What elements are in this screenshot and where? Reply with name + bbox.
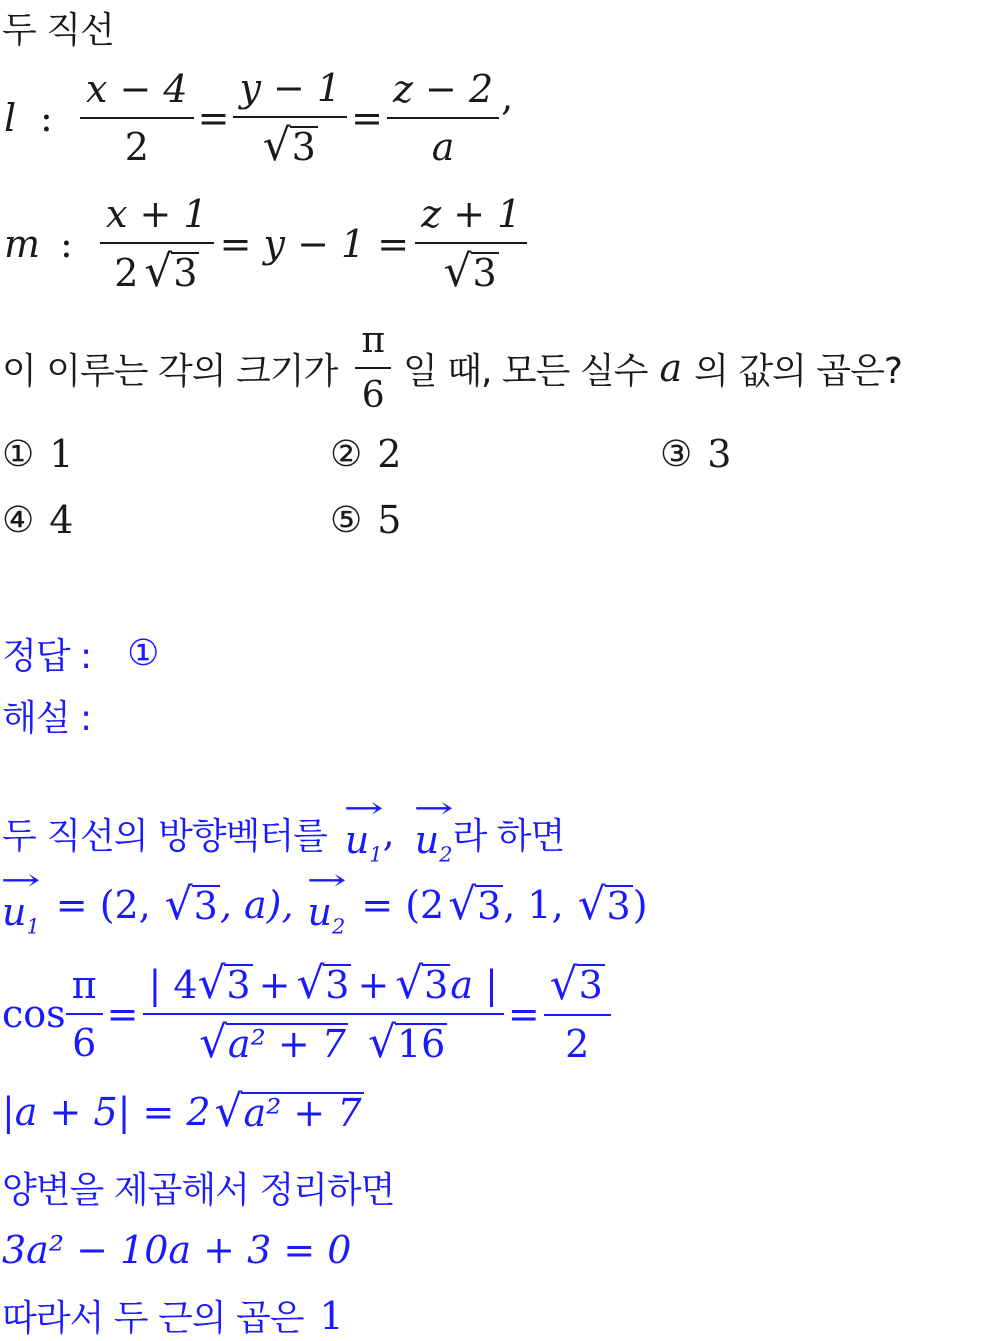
solution-abs-equation: |a + 5| = 2 √ a² + 7 (2, 1086, 362, 1138)
sqrt-3: √ 3 (144, 246, 198, 297)
vector-u1: → $u_1$ (343, 791, 384, 867)
sqrt-3: √ 3 (262, 120, 316, 171)
choice-value: 2 (377, 432, 402, 476)
choice-mark: ⑤ (330, 499, 362, 541)
sqrt-3: √ 3 (443, 246, 497, 297)
line-l-fraction-x: $\frac{x - 4}{2}$ (80, 67, 194, 169)
line-m-fraction-x: x + 1 2 √ 3 (100, 192, 214, 295)
line-m-name: m (4, 221, 41, 266)
line-l-equation: l : $\frac{x - 4}{2}$ = y − 1 √ 3 = $\frac{z - 2}{a}$ , (4, 66, 514, 171)
question-intro: 두 직선 (2, 10, 114, 51)
rhs-fraction: √ 3 2 (544, 963, 611, 1066)
vector-u1: → $u_1$ (0, 863, 41, 939)
sqrt-a2-plus-7: √ a² + 7 (214, 1086, 362, 1138)
solution-cos-equation: cos $\frac{\pi}{6}$ = | 4 √ 3 + √ 3 + √ 3 a | √ a² + 7 √ 16 = √ 3 2 (2, 962, 611, 1066)
line-l-colon: : (40, 95, 53, 140)
sqrt-3: √ 3 (164, 879, 218, 931)
sqrt-a2-plus-7: √ a² + 7 (199, 1017, 346, 1068)
solution-square-text: 양변을 제곱해서 정리하면 (2, 1170, 395, 1211)
sqrt-3: √ 3 (577, 879, 631, 931)
sqrt-3: √ 3 (296, 958, 350, 1009)
choice-mark: ① (2, 433, 34, 475)
angle-fraction: $\frac{\pi}{6}$ (355, 320, 391, 416)
answer-label: 정답 : (2, 636, 92, 677)
line-m-fraction-z: z + 1 √ 3 (415, 192, 527, 295)
choice-2[interactable] (330, 432, 401, 476)
sqrt-16: √ 16 (368, 1017, 446, 1068)
line-l-fraction-y: y − 1 √ 3 (233, 66, 347, 169)
choice-mark: ② (330, 433, 362, 475)
sqrt-3: √ 3 (197, 958, 251, 1009)
choice-value: 3 (707, 432, 732, 476)
cos-angle-fraction: $\frac{\pi}{6}$ (66, 963, 103, 1065)
choice-1[interactable] (2, 432, 73, 476)
answer-value: ① (127, 633, 159, 674)
vector-u2: → $u_2$ (413, 791, 454, 867)
answer-line (2, 628, 158, 679)
solution-label: 해설 : (2, 698, 92, 739)
vector-u2: → $u_2$ (306, 863, 347, 939)
choice-4[interactable] (2, 498, 73, 542)
line-m-middle: = y − 1 = (219, 221, 410, 266)
choice-value: 1 (49, 432, 74, 476)
solution-conclusion: 따라서 두 근의 곱은 1 (2, 1293, 344, 1339)
choice-mark: ③ (660, 433, 692, 475)
choice-5[interactable] (330, 498, 401, 542)
solution-quadratic: 3a² − 10a + 3 = 0 (2, 1228, 352, 1272)
line-m-equation (4, 192, 527, 295)
choice-value: 4 (49, 498, 74, 542)
solution-vector-values: → $u_1$ = (2, √ 3 , a), → $u_2$ = (2 √ 3 , 1, √ 3 ) (0, 863, 648, 939)
sqrt-3: √ 3 (549, 958, 603, 1010)
choice-mark: ④ (2, 499, 34, 541)
choice-value: 5 (377, 498, 402, 542)
sqrt-3: √ 3 (395, 958, 449, 1009)
solution-direction-vectors: 두 직선의 방향벡터를 → $u_1$ , → $u_2$ 라 하면 (2, 791, 565, 867)
sqrt-3: √ 3 (448, 879, 502, 931)
question-text: 이 이루는 각의 크기가 $\frac{\pi}{6}$ 일 때, 모든 실수 a 의 값의 곱은? (2, 320, 902, 416)
line-l-fraction-z: $\frac{z - 2}{a}$ (387, 67, 499, 169)
line-l-name: l (4, 95, 17, 140)
cos-big-fraction: | 4 √ 3 + √ 3 + √ 3 a | √ a² + 7 √ 16 (143, 962, 504, 1066)
line-m-colon: : (60, 221, 73, 266)
choice-3[interactable] (660, 432, 731, 476)
